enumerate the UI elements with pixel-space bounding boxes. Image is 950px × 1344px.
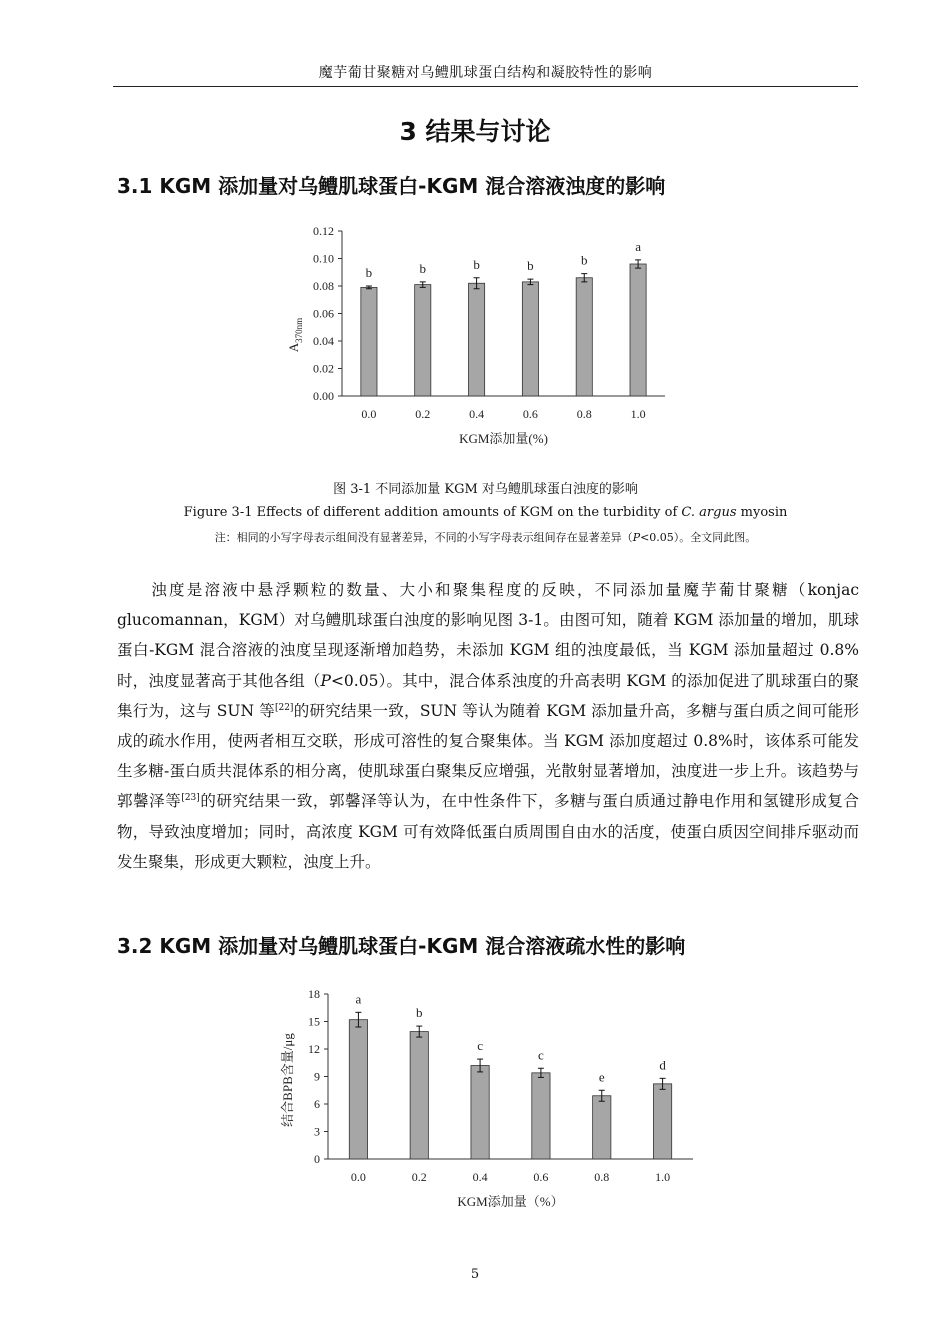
figure-3-2 [270, 980, 710, 1224]
body-paragraph: 浊度是溶液中悬浮颗粒的数量、大小和聚集程度的反映，不同添加量魔芋葡甘聚糖（konjac glucomannan，KGM）对乌鳢肌球蛋白浊度的影响见图 3-1。由图可知，随着 KGM 添加量的增加，肌球蛋白-KGM 混合溶液的浊度呈现逐渐增加趋势，未添加 KGM 组的浊度最低，当 KGM 添加量超过 0.8%时，浊度显著高于其他各组（P<0.05）。其中，混合体系浊度的升高表明 KGM 的添加促进了肌球蛋白的聚集行为，这与 SUN 等[22]的研究结果一致，SUN 等认为随着 KGM 添加量升高，多糖与蛋白质之间可能形成的疏水作用，使两者相互交联，形成可溶性的复合聚集体。当 KGM 添加度超过 0.8%时，该体系可能发生多糖-蛋白质共混体系的相分离，使肌球蛋白聚集反应增强，光散射显著增加，浊度进一步上升。该趋势与郭馨泽等[23]的研究结果一致，郭馨泽等认为，在中性条件下，多糖与蛋白质通过静电作用和氢键形成复合物，导致浊度增加；同时，高浓度 KGM 可有效降低蛋白质周围自由水的活度，使蛋白质因空间排斥驱动而发生聚集，形成更大颗粒，浊度上升。 [117, 581, 859, 871]
turbidity-bar-chart [270, 215, 710, 460]
x-tick-label: 0.4 [472, 1170, 488, 1184]
section-title-3-2: 3.2 KGM 添加量对乌鳢肌球蛋白-KGM 混合溶液疏水性的影响 [117, 934, 686, 958]
y-tick-label: 0.04 [313, 334, 334, 348]
x-tick-label: 0.0 [350, 1170, 366, 1184]
bar [361, 287, 377, 396]
figure-3-1 [270, 215, 710, 464]
y-tick-label: 0.12 [313, 224, 334, 238]
significance-letter: c [477, 1038, 483, 1054]
significance-letter: b [473, 256, 480, 272]
y-tick-label: 0.02 [313, 361, 334, 376]
y-tick-label: 12 [308, 1042, 320, 1056]
bar [349, 1020, 367, 1159]
bar [469, 283, 485, 396]
x-tick-label: 0.8 [594, 1170, 610, 1184]
significance-letter: a [635, 238, 641, 254]
y-tick-label: 18 [308, 987, 320, 1001]
y-tick-label: 0.00 [313, 389, 334, 403]
bar [576, 278, 592, 396]
significance-letter: e [598, 1069, 605, 1085]
running-header: 魔芋葡甘聚糖对乌鳢肌球蛋白结构和凝胶特性的影响 [318, 65, 653, 81]
bar [532, 1073, 550, 1159]
bar [522, 282, 538, 396]
bar [593, 1096, 611, 1159]
x-tick-label: 0.6 [533, 1170, 549, 1184]
x-tick-label: 0.2 [411, 1170, 427, 1184]
y-tick-label: 0.10 [313, 251, 334, 266]
page-number: 5 [470, 1267, 480, 1282]
x-tick-label: 0.0 [361, 407, 377, 421]
x-axis-title: KGM添加量(%) [459, 431, 548, 446]
y-tick-label: 3 [314, 1124, 320, 1139]
y-tick-label: 0.08 [313, 279, 334, 293]
x-tick-label: 0.4 [469, 407, 485, 421]
significance-letter: b [365, 265, 373, 280]
significance-letter: d [659, 1057, 666, 1073]
x-tick-label: 1.0 [655, 1170, 671, 1184]
x-tick-label: 0.6 [522, 407, 538, 421]
bar [415, 285, 431, 396]
figure-note: 注：相同的小写字母表示组间没有显著差异，不同的小写字母表示组间存在显著差异（P<0.05）。全文同此图。 [214, 531, 757, 544]
significance-letter: b [416, 1005, 423, 1021]
header-rule [113, 86, 858, 87]
y-axis-title: 结合BPB含量/μg [280, 1033, 295, 1127]
x-tick-label: 0.8 [576, 407, 592, 421]
figure-caption-cn: 图 3-1 不同添加量 KGM 对乌鳢肌球蛋白浊度的影响 [333, 482, 638, 497]
bar [630, 264, 646, 396]
x-axis-title: KGM添加量（%） [457, 1194, 564, 1209]
significance-letter: b [581, 252, 588, 268]
significance-letter: c [538, 1047, 544, 1063]
significance-letter: b [527, 258, 534, 274]
chapter-title: 3 结果与讨论 [399, 117, 551, 146]
y-axis-title: $A_{370nm}$ [286, 317, 304, 353]
bar [410, 1032, 428, 1159]
bar [653, 1084, 671, 1159]
significance-letter: b [419, 260, 426, 276]
y-tick-label: 15 [308, 1014, 320, 1029]
x-tick-label: 0.2 [415, 407, 431, 421]
y-tick-label: 6 [314, 1097, 320, 1111]
figure-caption-en: Figure 3-1 Effects of different addition amounts of KGM on the turbidity of C. argus myosin [183, 505, 788, 520]
y-tick-label: 0.06 [313, 306, 334, 321]
y-tick-label: 0 [314, 1152, 320, 1166]
bar [471, 1066, 489, 1160]
y-tick-label: 9 [314, 1069, 320, 1084]
section-title-3-1: 3.1 KGM 添加量对乌鳢肌球蛋白-KGM 混合溶液浊度的影响 [117, 174, 666, 198]
significance-letter: a [355, 991, 362, 1007]
x-tick-label: 1.0 [630, 407, 646, 421]
bpb-binding-bar-chart [270, 980, 710, 1220]
